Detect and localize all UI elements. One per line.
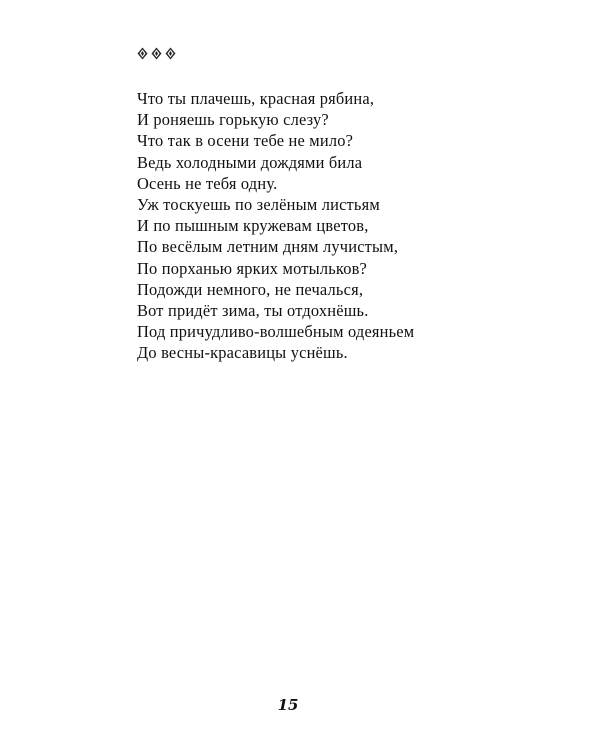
- poem-line: Под причудливо-волшебным одеяньем: [137, 322, 415, 342]
- poem-line: Подожди немного, не печалься,: [137, 279, 364, 299]
- leaf-ornament-icon: [165, 47, 176, 60]
- poem-line: Осень не тебя одну.: [137, 173, 278, 193]
- leaf-ornament-icon: [151, 47, 162, 60]
- poem-line: Уж тоскуешь по зелёным листьям: [137, 195, 380, 215]
- leaf-ornament-icon: [137, 47, 148, 60]
- poem-line: И по пышным кружевам цветов,: [137, 216, 369, 236]
- poem-line: И роняешь горькую слезу?: [137, 110, 329, 130]
- poem-line: До весны-красавицы уснёшь.: [137, 343, 348, 363]
- poem-line: По порханью ярких мотыльков?: [137, 258, 368, 278]
- poem-line: Ведь холодными дождями била: [137, 152, 363, 172]
- poem-line: Что ты плачешь, красная рябина,: [137, 89, 375, 108]
- poem-text: [137, 88, 414, 364]
- ornament-divider: [137, 47, 176, 60]
- poem-line: Вот придёт зима, ты отдохнёшь.: [137, 301, 369, 321]
- poem-line: По весёлым летним дням лучистым,: [137, 237, 399, 257]
- page-number: 15: [277, 696, 299, 714]
- poem-line: Что так в осени тебе не мило?: [137, 131, 354, 151]
